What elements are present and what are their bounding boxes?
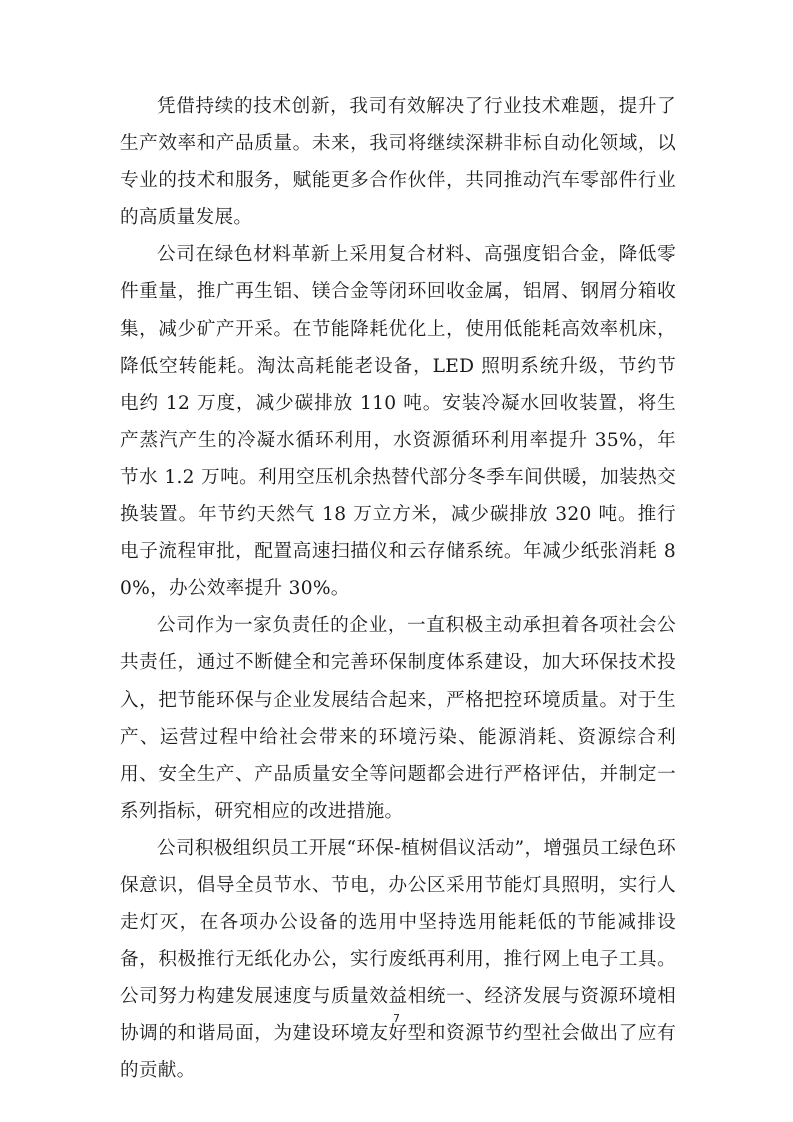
- paragraph-green-materials: 公司在绿色材料革新上采用复合材料、高强度铝合金，降低零件重量，推广再生铝、镁合金等闭环回收金属，铝屑、钢屑分箱收集，减少矿产开采。在节能降耗优化上，使用低能耗高效率机床，降低空转能耗。淘汰高耗能老设备，LED 照明系统升级，节约节电约 12 万度，减少碳排放 110 吨。安装冷凝水回收装置，将生产蒸汽产生的冷凝水循环利用，水资源循环利用率提升 35%，年节水 1.2 万吨。利用空压机余热替代部分冬季车间供暖，加装热交换装置。年节约天然气 18 万立方米，减少碳排放 320 吨。推行电子流程审批，配置高速扫描仪和云存储系统。年减少纸张消耗 80%，办公效率提升 30%。: [120, 244, 676, 600]
- document-body: [120, 88, 676, 1090]
- page-number: 7: [393, 1012, 400, 1025]
- paragraph-social-responsibility: 公司作为一家负责任的企业，一直积极主动承担着各项社会公共责任，通过不断健全和完善环保制度体系建设，加大环保技术投入，把节能环保与企业发展结合起来，严格把控环境质量。对于生产、运营过程中给社会带来的环境污染、能源消耗、资源综合利用、安全生产、产品质量安全等问题都会进行严格评估，并制定一系列指标，研究相应的改进措施。: [120, 615, 676, 822]
- paragraph-employee-activities: 公司积极组织员工开展“环保-植树倡议活动”，增强员工绿色环保意识，倡导全员节水、节电，办公区采用节能灯具照明，实行人走灯灭，在各项办公设备的选用中坚持选用能耗低的节能减排设备，积极推行无纸化办公，实行废纸再利用，推行网上电子工具。公司努力构建发展速度与质量效益相统一、经济发展与资源环境相协调的和谐局面，为建设环境友好型和资源节约型社会做出了应有的贡献。: [120, 837, 676, 1082]
- paragraph-innovation: 凭借持续的技术创新，我司有效解决了行业技术难题，提升了生产效率和产品质量。未来，我司将继续深耕非标自动化领域，以专业的技术和服务，赋能更多合作伙伴，共同推动汽车零部件行业的高质量发展。: [120, 96, 676, 229]
